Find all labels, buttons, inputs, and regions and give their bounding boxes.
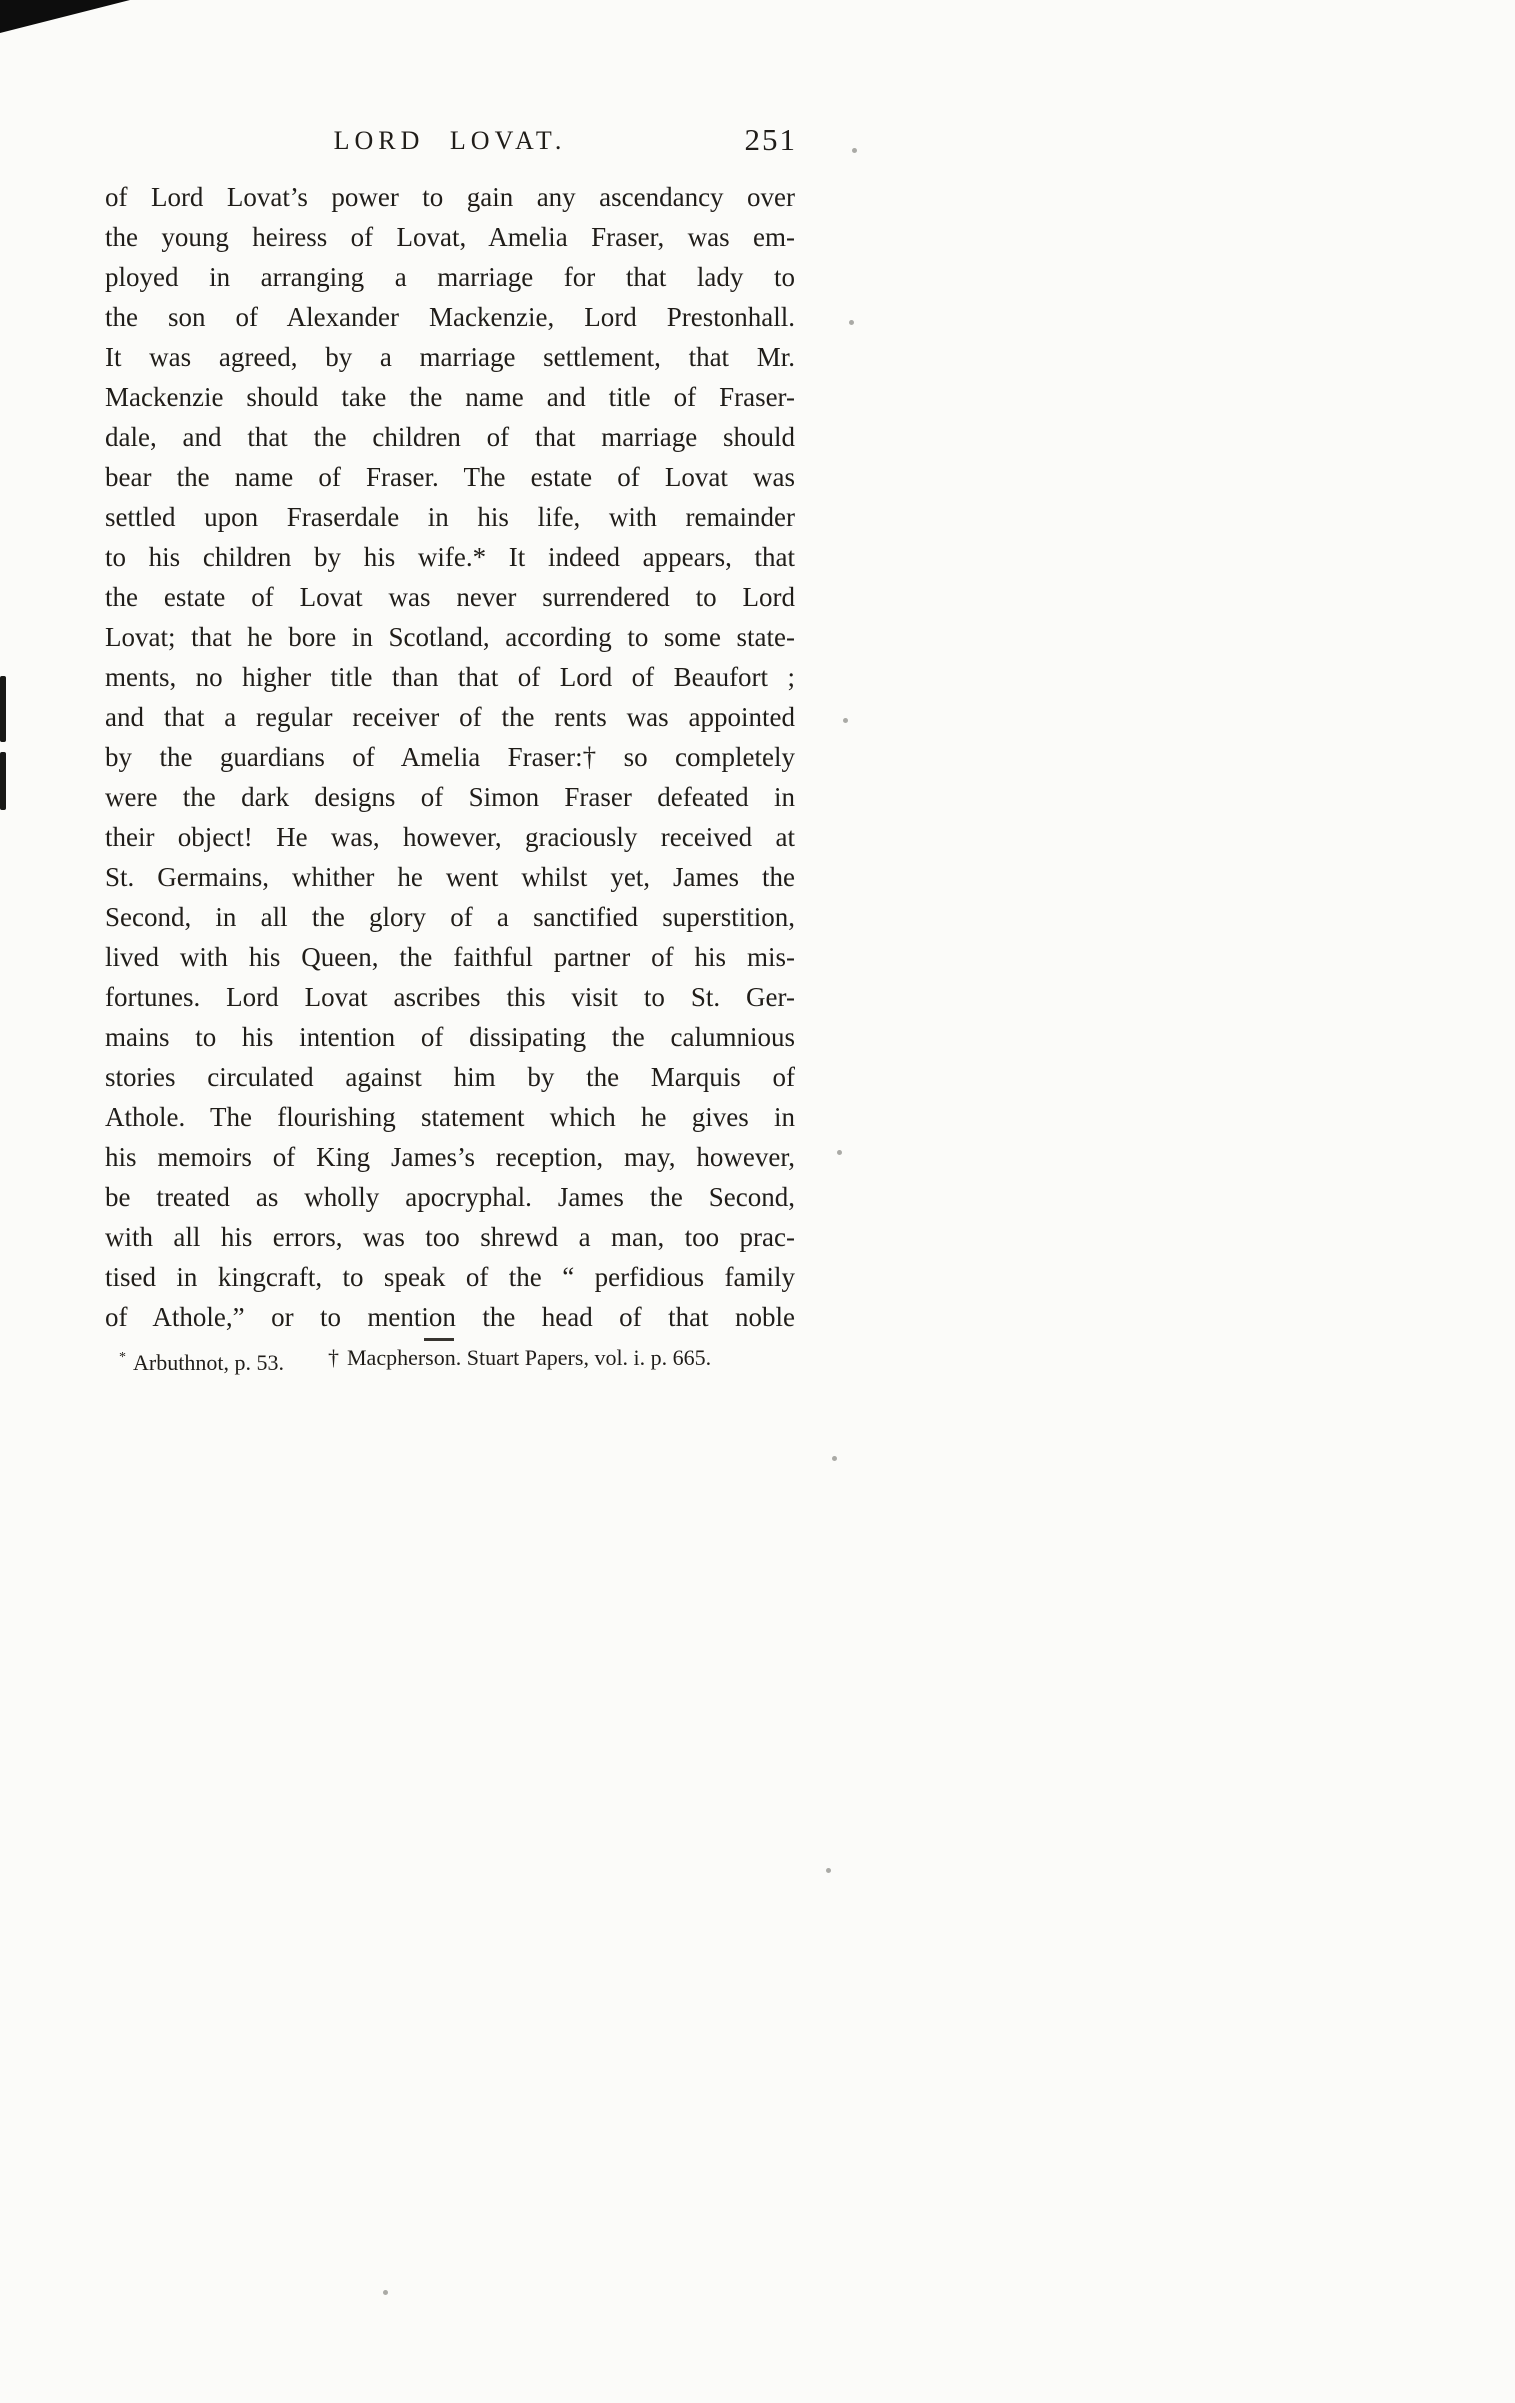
text-line bbox=[105, 1217, 795, 1257]
text-line bbox=[105, 977, 795, 1017]
text-line bbox=[105, 1017, 795, 1057]
text-line bbox=[105, 1137, 795, 1177]
text-line-content: be treated as wholly apocryphal. James the Second, bbox=[105, 1182, 795, 1212]
text-line-content: their object! He was, however, graciously received at bbox=[105, 822, 795, 852]
scan-speck bbox=[383, 2290, 388, 2295]
text-line bbox=[105, 377, 795, 417]
text-line bbox=[105, 297, 795, 337]
text-line-content: St. Germains, whither he went whilst yet, James the bbox=[105, 862, 795, 892]
scan-line-artifact bbox=[0, 752, 6, 810]
text-line-content: of Lord Lovat’s power to gain any ascendancy over bbox=[105, 182, 795, 212]
text-line-content: lived with his Queen, the faithful partner of his mis- bbox=[105, 942, 795, 972]
text-line-content: of Athole,” or to mention the head of that noble bbox=[105, 1302, 795, 1332]
footnote-left-text: Arbuthnot, p. 53. bbox=[133, 1350, 284, 1375]
scan-speck bbox=[826, 1868, 831, 1873]
text-line bbox=[105, 1297, 795, 1337]
text-line bbox=[105, 457, 795, 497]
running-header bbox=[105, 122, 797, 162]
text-line-content: fortunes. Lord Lovat ascribes this visit to St. Ger- bbox=[105, 982, 795, 1012]
text-line-content: to his children by his wife.* It indeed appears, that bbox=[105, 542, 795, 572]
scan-speck bbox=[843, 718, 848, 723]
text-line bbox=[105, 177, 795, 217]
text-line bbox=[105, 697, 795, 737]
text-line bbox=[105, 337, 795, 377]
page-corner-artifact bbox=[0, 0, 130, 33]
text-line-content: ments, no higher title than that of Lord of Beaufort ; bbox=[105, 662, 795, 692]
body-text bbox=[105, 177, 795, 1337]
asterisk-footnote-marker: * bbox=[119, 1350, 126, 1365]
text-line-content: the son of Alexander Mackenzie, Lord Prestonhall. bbox=[105, 302, 795, 332]
text-line bbox=[105, 1177, 795, 1217]
text-line bbox=[105, 577, 795, 617]
footnote-right-text: Macpherson. Stuart Papers, vol. i. p. 665. bbox=[347, 1345, 712, 1370]
text-line bbox=[105, 497, 795, 537]
text-line-content: Athole. The flourishing statement which he gives in bbox=[105, 1102, 795, 1132]
text-line bbox=[105, 857, 795, 897]
text-line bbox=[105, 937, 795, 977]
text-line-content: were the dark designs of Simon Fraser defeated in bbox=[105, 782, 795, 812]
page-title: LORD LOVAT. bbox=[333, 126, 567, 155]
text-line bbox=[105, 1057, 795, 1097]
text-line-content: dale, and that the children of that marriage should bbox=[105, 422, 795, 452]
text-line bbox=[105, 737, 795, 777]
footnote-right bbox=[328, 1342, 711, 1374]
text-line bbox=[105, 417, 795, 457]
text-line-content: Mackenzie should take the name and title of Fraser- bbox=[105, 382, 795, 412]
scan-speck bbox=[852, 148, 857, 153]
text-line bbox=[105, 537, 795, 577]
scan-speck bbox=[832, 1456, 837, 1461]
text-line bbox=[105, 657, 795, 697]
text-line bbox=[105, 777, 795, 817]
text-line bbox=[105, 1257, 795, 1297]
text-column bbox=[105, 122, 797, 1375]
text-line bbox=[105, 217, 795, 257]
page-number: 251 bbox=[744, 122, 797, 157]
text-line bbox=[105, 817, 795, 857]
text-line-content: the young heiress of Lovat, Amelia Fraser, was em- bbox=[105, 222, 795, 252]
text-line-content: ployed in arranging a marriage for that lady to bbox=[105, 262, 795, 292]
text-line-content: bear the name of Fraser. The estate of Lovat was bbox=[105, 462, 795, 492]
text-line-content: Lovat; that he bore in Scotland, according to some state- bbox=[105, 622, 795, 652]
text-line-content: settled upon Fraserdale in his life, with remainder bbox=[105, 502, 795, 532]
scan-line-artifact bbox=[0, 676, 6, 742]
dagger-footnote-marker: † bbox=[328, 1345, 339, 1370]
scan-speck bbox=[849, 320, 854, 325]
scan-speck bbox=[837, 1150, 842, 1155]
text-line-content: and that a regular receiver of the rents was appointed bbox=[105, 702, 795, 732]
footnote-left bbox=[119, 1342, 284, 1379]
footnote bbox=[105, 1342, 795, 1374]
text-line bbox=[105, 1097, 795, 1137]
text-line-content: with all his errors, was too shrewd a man, too prac- bbox=[105, 1222, 795, 1252]
text-line-content: the estate of Lovat was never surrendered to Lord bbox=[105, 582, 795, 612]
text-line-content: by the guardians of Amelia Fraser:† so completely bbox=[105, 742, 795, 772]
text-line-content: tised in kingcraft, to speak of the “ perfidious family bbox=[105, 1262, 795, 1292]
text-line-content: Second, in all the glory of a sanctified superstition, bbox=[105, 902, 795, 932]
text-line-content: It was agreed, by a marriage settlement, that Mr. bbox=[105, 342, 795, 372]
text-line-content: stories circulated against him by the Marquis of bbox=[105, 1062, 795, 1092]
text-line-content: his memoirs of King James’s reception, may, however, bbox=[105, 1142, 795, 1172]
text-line-content: mains to his intention of dissipating the calumnious bbox=[105, 1022, 795, 1052]
text-line bbox=[105, 897, 795, 937]
text-line bbox=[105, 257, 795, 297]
text-line bbox=[105, 617, 795, 657]
